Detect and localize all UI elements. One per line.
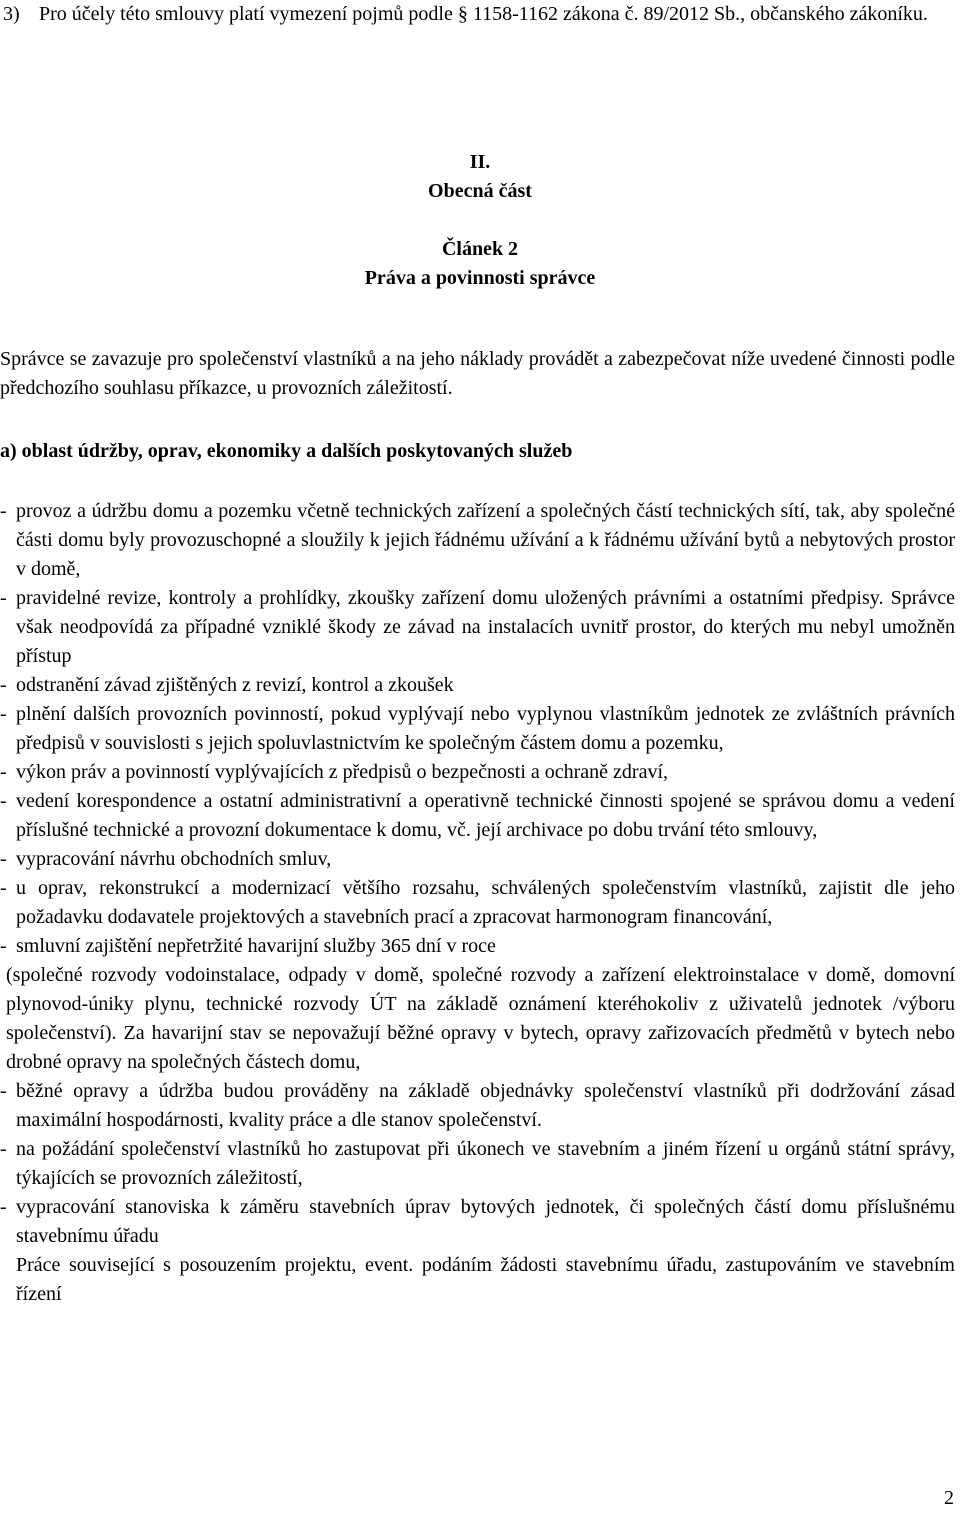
list-item: - plnění dalších provozních povinností, pokud vyplývají nebo vyplynou vlastníkům jednotek ze zvláštních právních předpisů v souvislosti s jejich spoluvlastnictvím ke společným částem domu a pozemku, — [0, 703, 955, 754]
list-item: - vypracování návrhu obchodních smluv, — [0, 848, 332, 870]
list-item: - na požádání společenství vlastníků ho zastupovat při úkonech ve stavebním a jiném řízení u orgánů státní správy, týkajících se provozních záležitostí, — [0, 1138, 955, 1189]
list-item: - provoz a údržbu domu a pozemku včetně technických zařízení a společných částí technických sítí, tak, aby společné části domu byly provozuschopné a sloužily k jejich řádnému užívání a k řádnému užívání bytů a nebytových prostor v domě, — [0, 500, 955, 580]
page-number: 2 — [944, 1487, 954, 1509]
list-item: - běžné opravy a údržba budou prováděny na základě objednávky společenství vlastníků při dodržování zásad maximální hospodárnosti, kvality práce a dle stanov společenství. — [0, 1080, 955, 1131]
part-heading — [0, 148, 960, 293]
article-number: Článek 2 — [441, 238, 519, 260]
list-item: - vypracování stanoviska k záměru stavebních úprav bytových jednotek, či společných částí domu příslušnému stavebnímu úřadu — [0, 1196, 955, 1247]
list-item: - pravidelné revize, kontroly a prohlídky, zkoušky zařízení domu uložených právními a ostatními předpisy. Správce však neodpovídá za případné vzniklé škody ze závad na instalacích uvnitř prostor, do kterých mu nebyl umožněn přístup — [0, 587, 955, 667]
list-item: - odstranění závad zjištěných z revizí, kontrol a zkoušek — [0, 674, 454, 696]
intro-paragraph: Správce se zavazuje pro společenství vlastníků a na jeho náklady provádět a zabezpečovat níže uvedené činnosti podle předchozího souhlasu příkazce, u provozních záležitostí. — [0, 348, 955, 399]
list-item: - výkon práv a povinností vyplývajících z předpisů o bezpečnosti a ochraně zdraví, — [0, 761, 669, 783]
list-item: - u oprav, rekonstrukcí a modernizací většího rozsahu, schválených společenstvím vlastníků, zajistit dle jeho požadavku dodavatele projektových a stavebních prací a zpracovat harmonogram financování, — [0, 877, 955, 928]
clause-text: Pro účely této smlouvy platí vymezení pojmů podle § 1158-1162 zákona č. 89/2012 Sb., občanského zákoníku. — [39, 3, 928, 25]
part-numeral: II. — [469, 151, 491, 173]
clause-number: 3) — [3, 3, 20, 25]
list-item: - vedení korespondence a ostatní administrativní a operativně technické činnosti spojené se správou domu a vedení příslušné technické a provozní dokumentace k domu, vč. její archivace po dobu trvání této smlouvy, — [0, 790, 955, 841]
definition-clause — [3, 0, 958, 29]
list-item: Práce související s posouzením projektu, event. podáním žádosti stavebnímu úřadu, zastupováním ve stavebním řízení — [16, 1254, 955, 1305]
list-item: (společné rozvody vodoinstalace, odpady v domě, společné rozvody a zařízení elektroinstalace v domě, domovní plynovod-úniky plynu, technické rozvody ÚT na základě oznámení kteréhokoliv z uživatelů jednotek /výboru společenství). Za havarijní stav se nepovažují běžné opravy v bytech, opravy zařizovacích předmětů v bytech nebo drobné opravy na společných částech domu, — [6, 964, 955, 1073]
section-a-list — [0, 497, 955, 1309]
section-a-title: a) oblast údržby, oprav, ekonomiky a dalších poskytovaných služeb — [0, 440, 573, 462]
article-title: Práva a povinnosti správce — [364, 267, 596, 289]
part-title: Obecná část — [428, 180, 532, 202]
list-item: - smluvní zajištění nepřetržité havarijní služby 365 dní v roce — [0, 935, 496, 957]
